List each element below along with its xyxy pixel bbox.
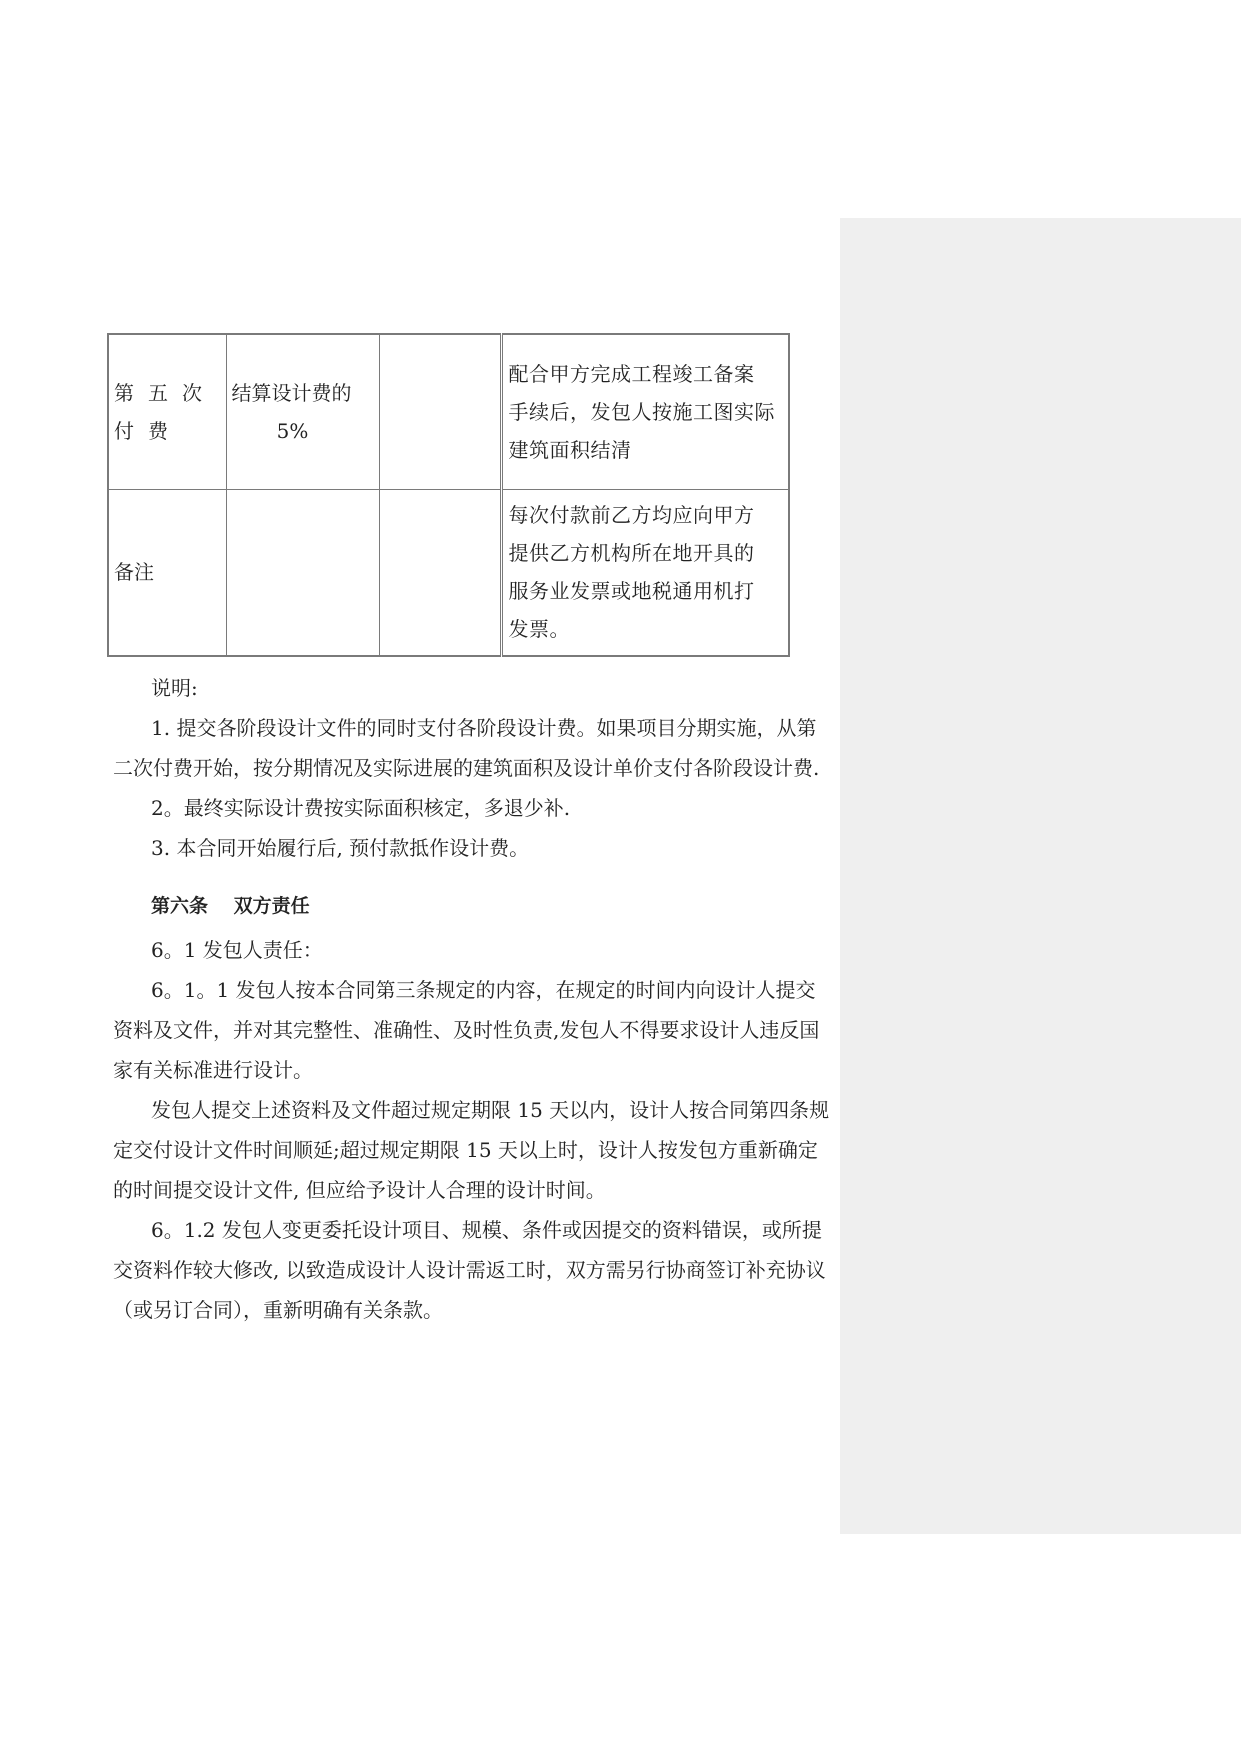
remark-label-cell xyxy=(108,489,226,656)
payment-condition-line: 建筑面积结清 xyxy=(508,437,632,462)
remark-label: 备注 xyxy=(114,560,154,585)
payment-condition-line: 配合甲方完成工程竣工备案 xyxy=(508,361,755,386)
comment-margin xyxy=(840,218,1241,1534)
payment-condition-cell xyxy=(501,334,789,489)
section-6-1-1-paragraph-2: 发包人提交上述资料及文件超过规定期限 15 天以内，设计人按合同第四条规定交付设计文件时间顺延;超过规定期限 15 天以上时，设计人按发包方重新确定的时间提交设计文件, 但应给予设计人合理的设计时间。 xyxy=(113,1098,830,1202)
payment-schedule-table xyxy=(107,333,790,657)
remark-line: 每次付款前乙方均应向甲方 xyxy=(508,503,755,528)
remark-content-cell xyxy=(501,489,789,656)
payment-percent: 5% xyxy=(276,418,309,443)
remark-line: 发票。 xyxy=(508,617,570,642)
payment-stage-label: 第五次付费 xyxy=(114,380,216,443)
notes-title: 说明: xyxy=(151,676,198,700)
payment-amount-cell xyxy=(226,334,379,489)
section-6-1-1: 6。1。1 发包人按本合同第三条规定的内容，在规定的时间内向设计人提交资料及文件，并对其完整性、准确性、及时性负责,发包人不得要求设计人违反国家有关标准进行设计。 xyxy=(113,978,820,1082)
empty-cell xyxy=(226,489,379,656)
empty-cell xyxy=(379,334,501,489)
note-item-3: 3. 本合同开始履行后, 预付款抵作设计费。 xyxy=(151,836,530,860)
payment-condition-line: 手续后，发包人按施工图实际 xyxy=(508,399,775,424)
table-row xyxy=(108,334,789,489)
note-item-1: 1. 提交各阶段设计文件的同时支付各阶段设计费。如果项目分期实施，从第二次付费开始，按分期情况及实际进展的建筑面积及设计单价支付各阶段设计费. xyxy=(113,716,820,780)
empty-cell xyxy=(379,489,501,656)
document-body xyxy=(113,668,833,1330)
note-item-2: 2。最终实际设计费按实际面积核定，多退少补. xyxy=(151,796,571,820)
table-row xyxy=(108,489,789,656)
remark-line: 服务业发票或地税通用机打 xyxy=(508,579,755,604)
payment-stage-cell xyxy=(108,334,226,489)
article-6-heading: 第六条 双方责任 xyxy=(151,895,310,917)
section-6-1: 6。1 发包人责任： xyxy=(151,938,323,962)
payment-amount-line1: 结算设计费的 xyxy=(231,380,352,405)
remark-line: 提供乙方机构所在地开具的 xyxy=(508,541,755,566)
section-6-1-2: 6。1.2 发包人变更委托设计项目、规模、条件或因提交的资料错误，或所提交资料作较大修改, 以致造成设计人设计需返工时，双方需另行协商签订补充协议（或另订合同），重新明确有关条款。 xyxy=(113,1218,826,1322)
